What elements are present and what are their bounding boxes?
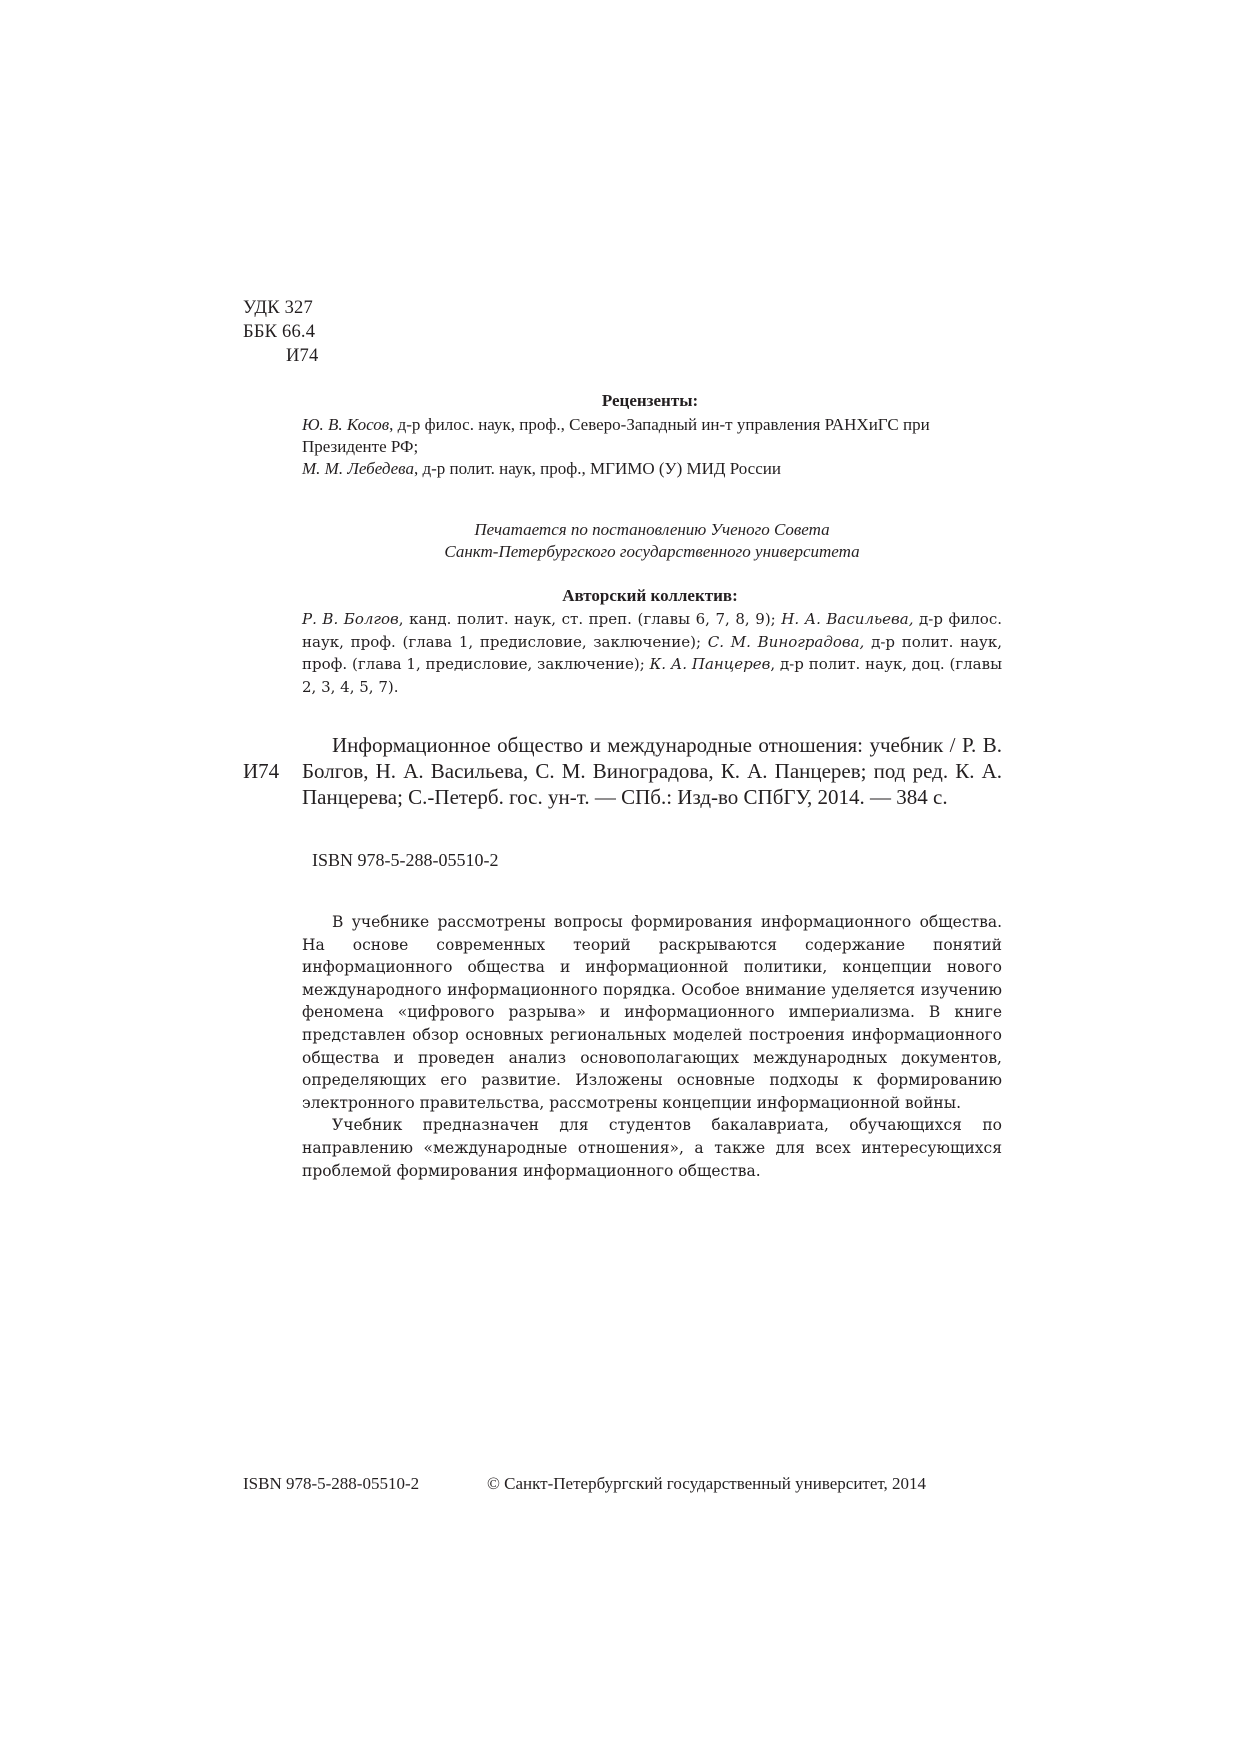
authors-list [302,608,1002,698]
annotation-paragraph: В учебнике рассмотрены вопросы формирования информационного общества. На основе современных теорий раскрываются содержание понятий информационного общества и информационной политики, концепции нового международного информационного порядка. Особое внимание уделяется изучению феномена «цифрового разрыва» и информационного империализма. В книге представлен обзор основных региональных моделей построения информационного общества и проведен анализ основополагающих международных документов, определяющих его развитие. Изложены основные подходы к формированию электронного правительства, рассмотрены концепции информационной войны. [302,913,1002,1112]
author-name: С. М. Виноградова, [707,632,865,651]
imprint-line: Санкт-Петербургского государственного университета [444,542,860,561]
reviewer-details: , д-р полит. наук, проф., МГИМО (У) МИД России [413,459,781,478]
udk-code: УДК 327 [243,298,313,318]
reviewer-entry [302,414,1002,458]
author-details: , д-р полит. наук, доц. (главы 2, 3, 4, 5, 7). [302,655,1003,696]
reviewer-name: М. М. Лебедева [302,459,414,478]
isbn: ISBN 978-5-288-05510-2 [312,850,499,870]
author-details: д-р филос. наук, проф. (глава 1, предисловие, заключение); [302,610,1002,651]
reviewer-details: , д-р филос. наук, проф., Северо-Западный ин-т управления РАНХиГС при Президенте РФ; [302,415,930,456]
author-details: д-р полит. наук, проф. (глава 1, предисловие, заключение); [302,632,1002,673]
bibliographic-description: Информационное общество и международные отношения: учебник / Р. В. Болгов, Н. А. Васильева, С. М. Виноградова, К. А. Панцерев; под ред. К. А. Панцерева; С.-Петерб. гос. ун-т. — СПб.: Изд-во СПбГУ, 2014. — 384 с. [302,733,1002,809]
imprint-note [302,519,1002,563]
reviewer-name: Ю. В. Косов [302,415,390,434]
reviewer-entry [302,458,1002,480]
annotation-paragraph: Учебник предназначен для студентов бакалавриата, обучающихся по направлению «международные отношения», а также для всех интересующихся проблемой формирования информационного общества. [302,1116,1002,1180]
copyright-notice: © Санкт-Петербургский государственный университет, 2014 [487,1474,927,1493]
reviewers-heading: Рецензенты: [601,391,699,410]
footer-isbn: ISBN 978-5-288-05510-2 [243,1474,420,1493]
annotation [302,911,1002,1182]
author-name: К. А. Панцерев [649,655,771,673]
authors-heading: Авторский коллектив: [562,586,738,605]
author-name: Р. В. Болгов [302,610,399,628]
imprint-line: Печатается по постановлению Ученого Совета [474,520,830,539]
classification-block [243,296,318,368]
bbk-code: ББК 66.4 [243,322,316,342]
author-mark: И74 [286,346,319,366]
reviewers-list [302,414,1002,480]
author-name: Н. А. Васильева, [781,610,914,628]
author-details: , канд. полит. наук, ст. преп. (главы 6, 7, 8, 9); [398,610,782,628]
catalog-mark: И74 [243,759,280,783]
